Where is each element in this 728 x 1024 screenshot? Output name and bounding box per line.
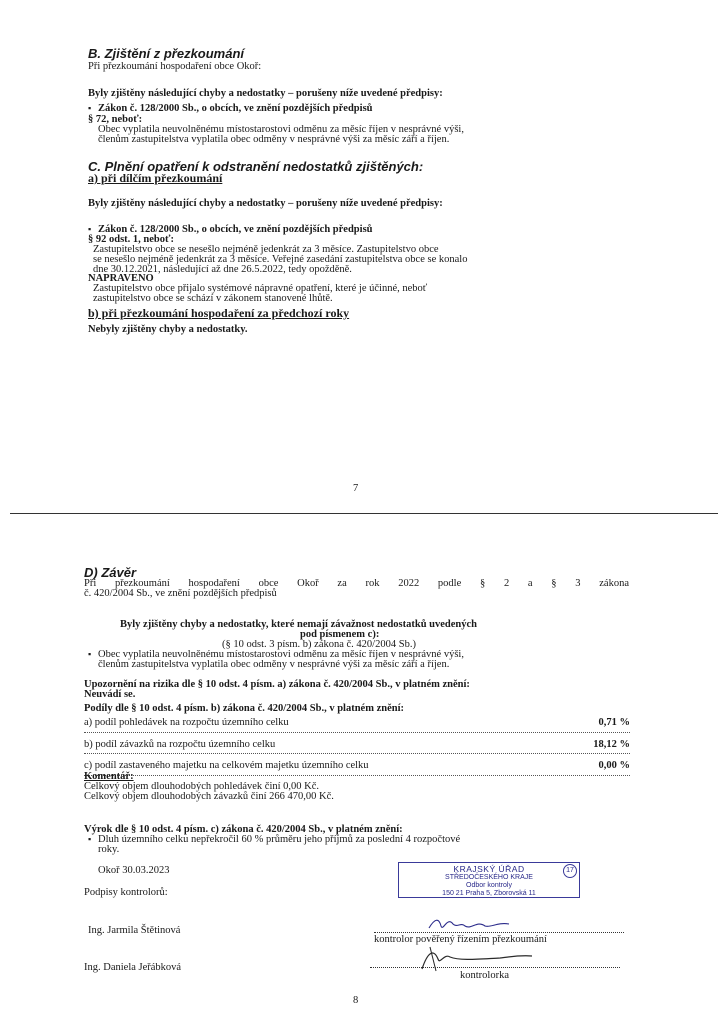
signature-line-2: [370, 967, 620, 968]
share-row-b: [84, 733, 630, 755]
share-label: a) podíl pohledávek na rozpočtu územního celku: [84, 717, 289, 728]
stamp-number-badge: 17: [563, 864, 577, 878]
signer2-name: Ing. Daniela Jeřábková: [84, 962, 182, 973]
section-b-para: § 72, neboť:: [88, 114, 143, 125]
verdict-text1: ▪ Dluh územního celku nepřekročil 60 % průměru jeho příjmů za poslední 4 rozpočtové: [98, 834, 460, 846]
share-label: b) podíl závazků na rozpočtu územního celku: [84, 738, 276, 750]
comment1: Celkový objem dlouhodobých pohledávek činí 0,00 Kč.: [84, 781, 320, 792]
signatures-label: Podpisy kontrolorů:: [84, 887, 168, 898]
page-number: 7: [353, 483, 359, 494]
section-b-text2: členům zastupitelstva vyplatila obec odměny v nesprávné výši za měsíc září a říjen.: [98, 134, 450, 145]
shares-table: [84, 712, 630, 776]
section-b-law: ▪ Zákon č. 128/2000 Sb., o obcích, ve znění pozdějších předpisů: [98, 103, 373, 115]
verdict-title: Výrok dle § 10 odst. 4 písm. c) zákona č. 420/2004 Sb., v platném znění:: [84, 824, 403, 835]
section-c-a-label: a) při dílčím přezkoumání: [88, 171, 223, 185]
stamp-line4: 150 21 Praha 5, Zborovská 11: [442, 890, 536, 897]
share-row-c: [84, 754, 630, 776]
section-c-fix1: Zastupitelstvo obce přijalo systémové nápravné opatření, které je účinné, neboť: [93, 283, 428, 294]
section-c-law: ▪ Zákon č. 128/2000 Sb., o obcích, ve znění pozdějších předpisů: [98, 224, 373, 236]
place-date: Okoř 30.03.2023: [98, 865, 170, 876]
section-d-title: D) Závěr: [84, 565, 137, 580]
section-b-subtitle: Při přezkoumání hospodaření obce Okoř:: [88, 61, 262, 72]
section-d-found3: (§ 10 odst. 3 písm. b) zákona č. 420/2004 Sb.): [222, 639, 416, 650]
section-d-risk1: Upozornění na rizika dle § 10 odst. 4 písm. a) zákona č. 420/2004 Sb., v platném znění:: [84, 679, 470, 690]
section-c-b-label: b) při přezkoumání hospodaření za předchozí roky: [88, 306, 350, 320]
comment-label: Komentář:: [84, 771, 134, 782]
section-b-found: Byly zjištěny následující chyby a nedostatky – porušeny níže uvedené předpisy:: [88, 88, 443, 99]
stamp-line2: STŘEDOČESKÉHO KRAJE: [445, 874, 533, 881]
section-c-text3: dne 30.12.2021, následující až dne 26.5.2022, tedy opožděně.: [93, 264, 352, 275]
signature-line-1: [374, 932, 624, 933]
section-d-bullet1: ▪ Obec vyplatila neuvolněnému místostarostovi odměnu za měsíc říjen v nesprávné výši,: [98, 649, 464, 661]
section-d-found2: pod písmenem c):: [300, 629, 380, 640]
page-number-2: 8: [353, 995, 359, 1006]
stamp-line1: KRAJSKÝ ÚŘAD: [453, 864, 525, 874]
office-stamp: [398, 862, 580, 898]
section-b-title: B. Zjištění z přezkoumání: [88, 46, 245, 61]
section-d-risk2: Neuvádí se.: [84, 689, 136, 700]
section-c-b-text: Nebyly zjištěny chyby a nedostatky.: [88, 324, 248, 335]
comment2: Celkový objem dlouhodobých závazků činí 266 470,00 Kč.: [84, 791, 334, 802]
section-d-found1: Byly zjištěny chyby a nedostatky, které nemají závažnost nedostatků uvedených: [120, 619, 478, 630]
share-value: 18,12 %: [593, 738, 630, 750]
section-d-bullet2: členům zastupitelstva vyplatila obec odměny v nesprávné výši za měsíc září a říjen.: [98, 659, 450, 670]
section-d-shares-title: Podíly dle § 10 odst. 4 písm. b) zákona č. 420/2004 Sb., v platném znění:: [84, 703, 404, 714]
section-c-para: § 92 odst. 1, neboť:: [88, 234, 174, 245]
verdict-text2: roky.: [98, 844, 120, 855]
section-d-intro2: č. 420/2004 Sb., ve znění pozdějších předpisů: [84, 588, 277, 599]
stamp-line3: Odbor kontroly: [466, 882, 512, 889]
signer1-name: Ing. Jarmila Štětinová: [88, 925, 181, 936]
share-row-a: [84, 712, 630, 733]
share-label: c) podíl zastaveného majetku na celkovém majetku územního celku: [84, 760, 369, 771]
signature-1-icon: [425, 912, 515, 934]
signer1-role: kontrolor pověřený řízením přezkoumání: [374, 934, 547, 945]
section-c-text2: se nesešlo nejméně jedenkrát za 3 měsíce. Veřejné zasedání zastupitelstva obce se konalo: [93, 254, 468, 265]
share-value: 0,71 %: [598, 717, 630, 728]
page-divider: [10, 513, 718, 514]
section-b-text1: Obec vyplatila neuvolněnému místostarostovi odměnu za měsíc říjen v nesprávné výši,: [98, 124, 464, 135]
section-c-text1: Zastupitelstvo obce se nesešlo nejméně jedenkrát za 3 měsíce. Zastupitelstvo obce: [93, 244, 439, 255]
signer2-role: kontrolorka: [460, 970, 509, 981]
signature-2-icon: [400, 943, 540, 973]
section-c-title: C. Plnění opatření k odstranění nedostatků zjištěných:: [88, 159, 424, 174]
section-d-intro1: Při přezkoumání hospodaření obce Okoř za rok 2022 podle § 2 a § 3 zákona: [84, 578, 629, 589]
share-value: 0,00 %: [598, 760, 630, 771]
section-c-fixed: NAPRAVENO: [88, 273, 154, 284]
section-c-found: Byly zjištěny následující chyby a nedostatky – porušeny níže uvedené předpisy:: [88, 198, 443, 209]
section-c-fix2: zastupitelstvo obce se schází v zákonem stanovené lhůtě.: [93, 293, 333, 304]
